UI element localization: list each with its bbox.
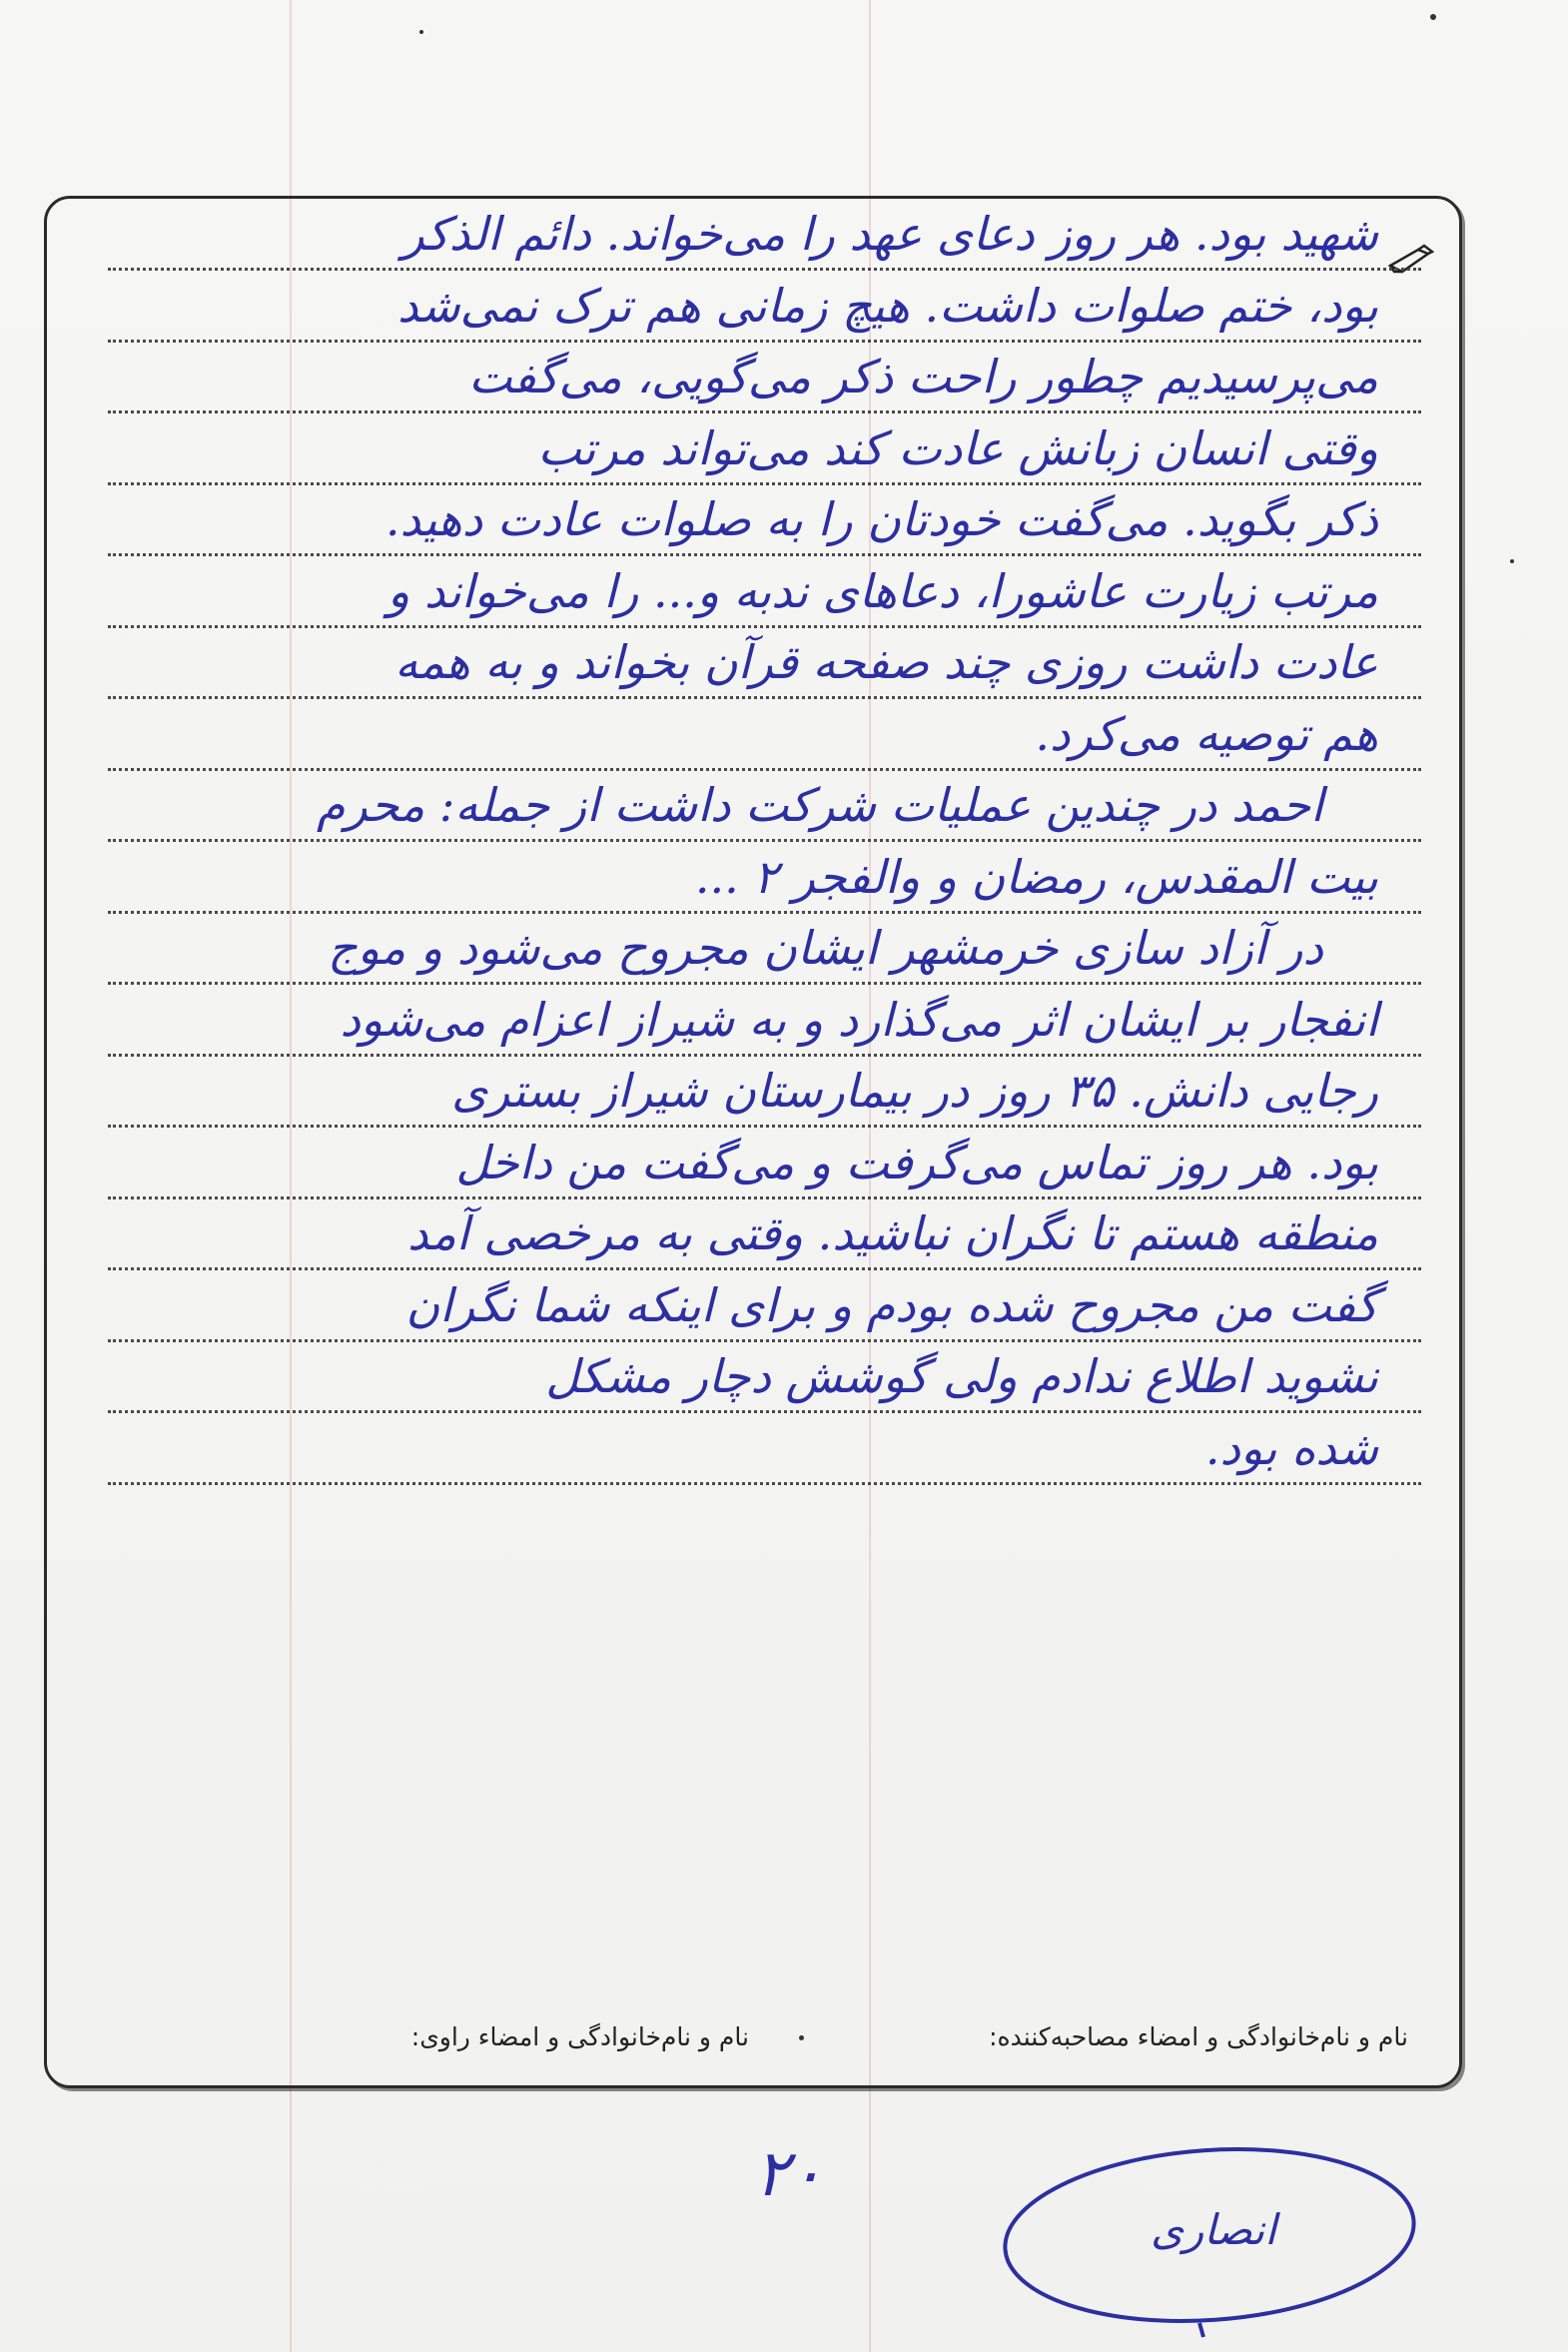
handwritten-line: نشوید اطلاع ندادم ولی گوشش دچار مشکل — [545, 1349, 1378, 1403]
paper-speck — [1430, 14, 1436, 20]
page-number: ۲۰ — [754, 2137, 824, 2211]
ruled-line — [108, 340, 1421, 343]
ruled-line — [108, 553, 1421, 556]
paper-speck — [419, 30, 423, 34]
narrator-signature-label: نام و نام‌خانوادگی و امضاء راوی: — [410, 2022, 749, 2051]
ruled-line — [108, 1410, 1421, 1413]
ruled-line — [108, 410, 1421, 413]
ruled-line — [108, 1482, 1421, 1485]
handwritten-line: مرتب زیارت عاشورا، دعاهای ندبه و... را می‌خواند و — [388, 563, 1378, 618]
ruled-line — [108, 768, 1421, 771]
ruled-line — [108, 696, 1421, 699]
handwritten-line: انفجار بر ایشان اثر می‌گذارد و به شیراز اعزام می‌شود — [340, 992, 1378, 1047]
ruled-line — [108, 482, 1421, 485]
handwritten-line: هم توصیه می‌کرد. — [1035, 706, 1378, 761]
ruled-line — [108, 839, 1421, 842]
handwritten-line: عادت داشت روزی چند صفحه قرآن بخواند و به همه — [394, 635, 1378, 689]
handwritten-line: بود. هر روز تماس می‌گرفت و می‌گفت من داخل — [455, 1135, 1378, 1189]
ruled-line — [108, 1125, 1421, 1128]
ruled-line — [108, 1339, 1421, 1342]
handwritten-line: گفت من مجروح شده بودم و برای اینکه شما نگران — [405, 1277, 1378, 1332]
handwritten-line: بیت المقدس، رمضان و والفجر ۲ ... — [694, 849, 1378, 904]
ruled-line — [108, 268, 1421, 271]
ruled-line — [108, 625, 1421, 628]
handwritten-line: می‌پرسیدیم چطور راحت ذکر می‌گویی، می‌گفت — [468, 350, 1378, 403]
stamp-signature: انصاری — [1151, 2205, 1276, 2254]
handwritten-line: ذکر بگوید. می‌گفت خودتان را به صلوات عادت دهید. — [385, 492, 1378, 546]
ruled-line — [108, 1054, 1421, 1057]
interviewer-signature-label: نام و نام‌خانوادگی و امضاء مصاحبه‌کننده: — [989, 2022, 1408, 2051]
handwritten-line: وقتی انسان زبانش عادت کند می‌تواند مرتب — [537, 420, 1378, 475]
ruled-line — [108, 1196, 1421, 1199]
ruled-line — [108, 911, 1421, 914]
handwritten-line: رجایی دانش. ۳۵ روز در بیمارستان شیراز بستری — [451, 1064, 1378, 1118]
handwritten-line: شهید بود. هر روز دعای عهد را می‌خواند. دائم الذکر — [401, 207, 1378, 261]
handwritten-line: منطقه هستم تا نگران نباشید. وقتی به مرخصی آمد — [407, 1206, 1378, 1260]
handwritten-line: احمد در چندین عملیات شرکت داشت از جمله: محرم — [317, 778, 1323, 832]
handwritten-line: در آزاد سازی خرمشهر ایشان مجروح می‌شود و موج — [328, 921, 1323, 975]
handwritten-line: شده بود. — [1204, 1420, 1378, 1475]
paper-speck — [1510, 559, 1514, 563]
ruled-line — [108, 982, 1421, 985]
ink-dot — [799, 2035, 804, 2040]
handwritten-line: بود، ختم صلوات داشت. هیچ زمانی هم ترک نمی‌شد — [396, 278, 1378, 333]
ruled-line — [108, 1267, 1421, 1270]
